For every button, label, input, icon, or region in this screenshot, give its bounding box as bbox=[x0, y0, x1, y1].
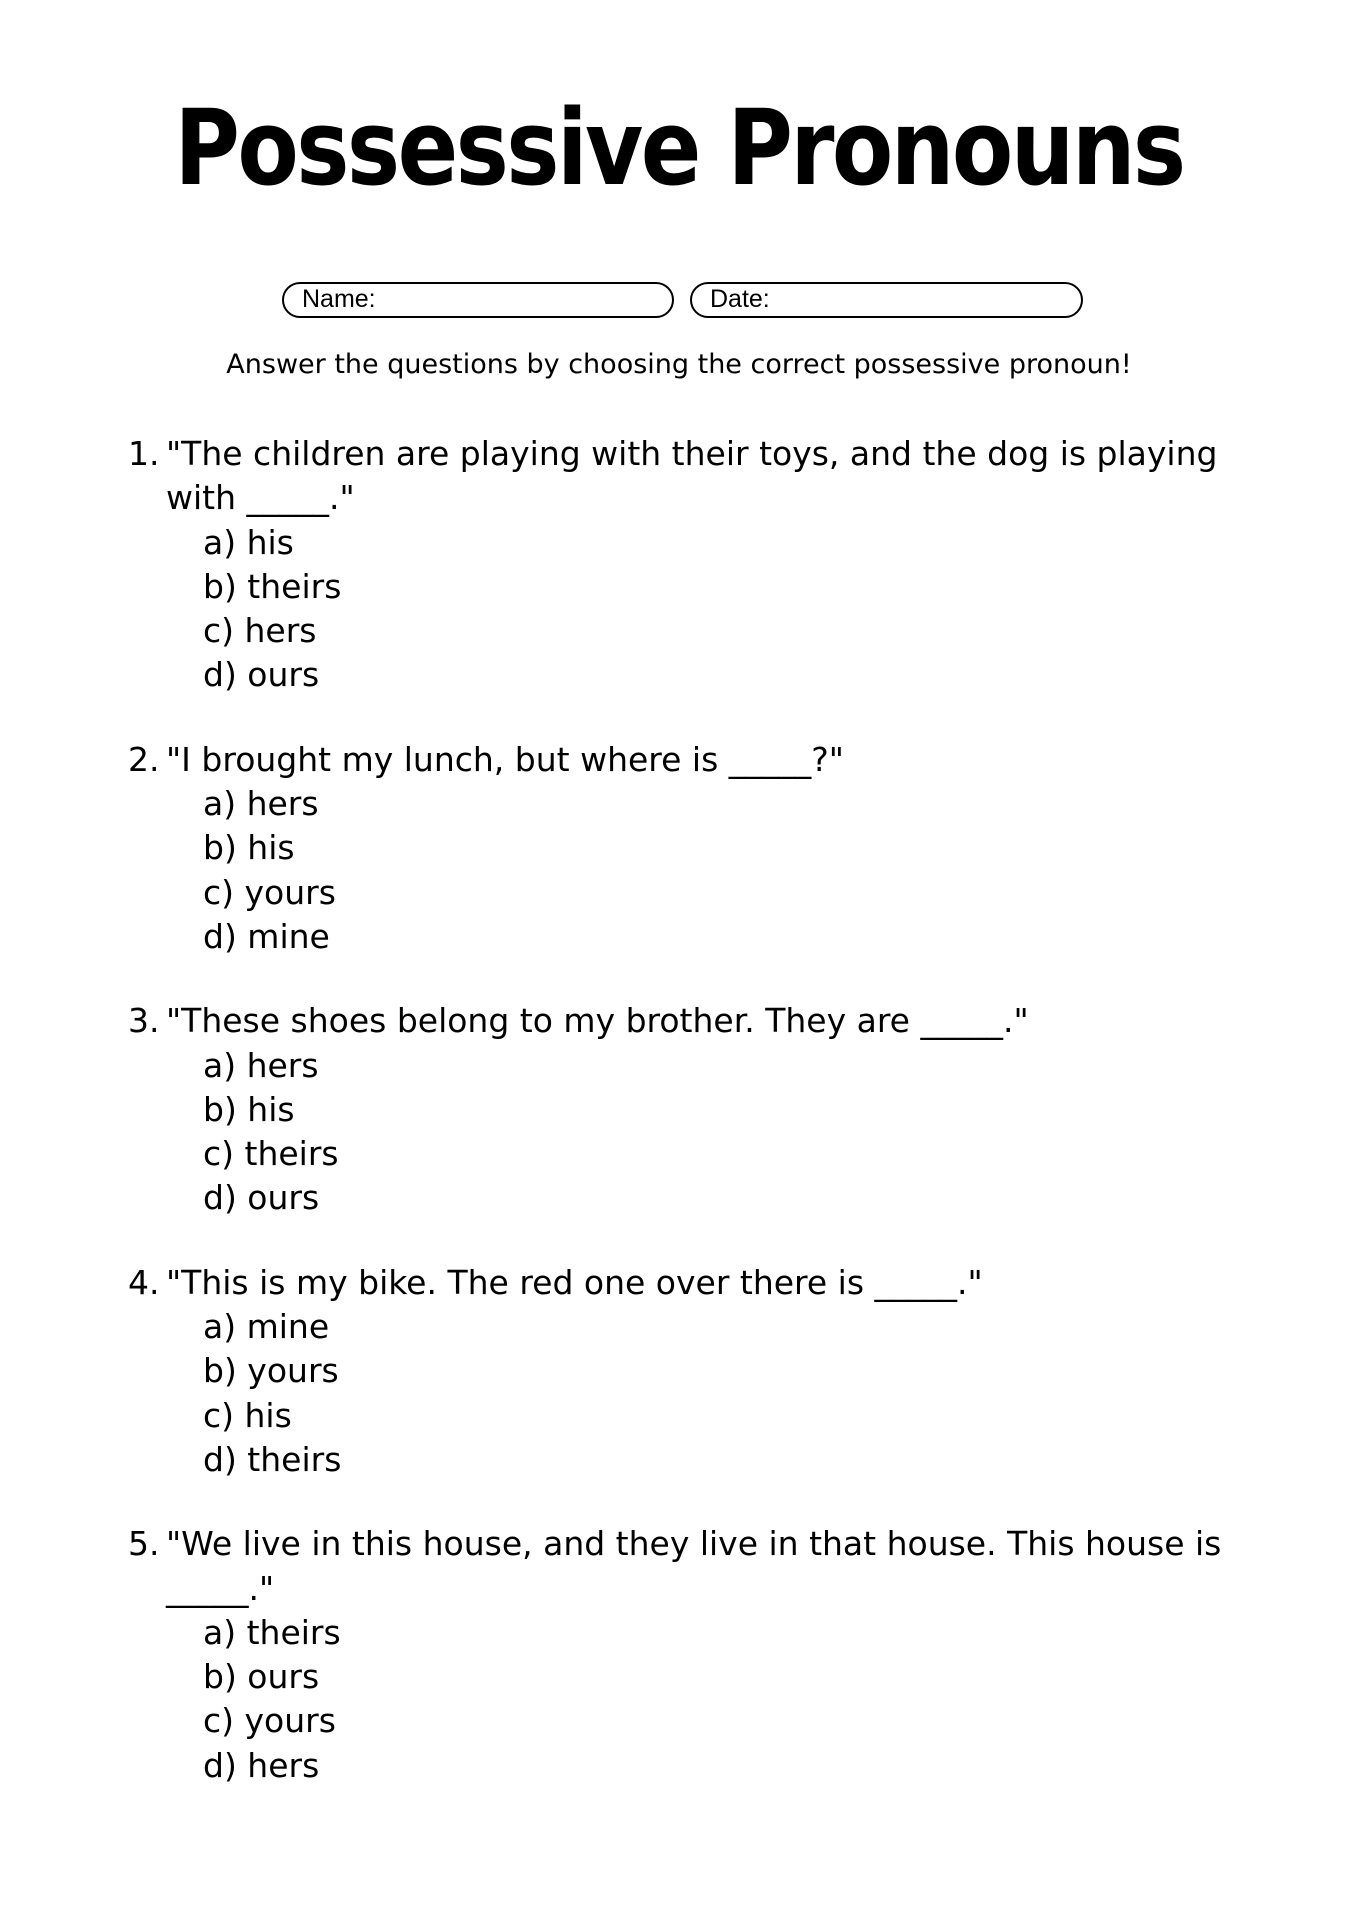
question-text bbox=[128, 1261, 1268, 1305]
option-d[interactable]: d) theirs bbox=[203, 1439, 342, 1479]
option-a[interactable]: a) hers bbox=[203, 784, 319, 824]
option-d[interactable]: d) ours bbox=[203, 1178, 320, 1218]
question-number: 4. bbox=[128, 1262, 160, 1302]
question-text bbox=[128, 432, 1268, 521]
instructions: Answer the questions by choosing the correct possessive pronoun! bbox=[226, 349, 1132, 380]
question-text bbox=[128, 738, 1268, 782]
option-a[interactable]: a) his bbox=[203, 522, 294, 562]
question-prompt: "This is my bike. The red one over there is _____." bbox=[166, 1262, 983, 1302]
option-d[interactable]: d) hers bbox=[203, 1745, 320, 1785]
question-4 bbox=[128, 1261, 1268, 1482]
question-number: 3. bbox=[128, 1001, 160, 1041]
date-field[interactable] bbox=[690, 282, 1083, 318]
answer-options bbox=[128, 1611, 1268, 1788]
option-c[interactable]: c) hers bbox=[203, 611, 317, 651]
name-input[interactable] bbox=[382, 286, 642, 314]
question-text bbox=[128, 999, 1268, 1043]
question-prompt: "I brought my lunch, but where is _____?" bbox=[166, 739, 844, 779]
date-input[interactable] bbox=[776, 286, 1036, 314]
question-text bbox=[128, 1522, 1268, 1611]
question-5 bbox=[128, 1522, 1268, 1788]
option-b[interactable]: b) his bbox=[203, 828, 295, 868]
question-number: 2. bbox=[128, 739, 160, 779]
option-b[interactable]: b) ours bbox=[203, 1657, 320, 1697]
option-c[interactable]: c) yours bbox=[203, 1701, 336, 1741]
answer-options bbox=[128, 1044, 1268, 1221]
question-2 bbox=[128, 738, 1268, 959]
page-title: Possessive Pronouns bbox=[174, 87, 1184, 209]
option-c[interactable]: c) theirs bbox=[203, 1134, 339, 1174]
answer-options bbox=[128, 1305, 1268, 1482]
question-3 bbox=[128, 999, 1268, 1220]
question-prompt: "We live in this house, and they live in that house. This house is _____." bbox=[166, 1524, 1222, 1608]
name-label: Name: bbox=[302, 285, 376, 313]
question-1 bbox=[128, 432, 1268, 698]
answer-options bbox=[128, 782, 1268, 959]
question-number: 1. bbox=[128, 434, 160, 473]
question-number: 5. bbox=[128, 1524, 160, 1564]
answer-options bbox=[128, 521, 1268, 698]
option-a[interactable]: a) theirs bbox=[203, 1612, 341, 1652]
question-prompt: "These shoes belong to my brother. They are _____." bbox=[166, 1001, 1029, 1041]
option-c[interactable]: c) his bbox=[203, 1395, 292, 1435]
question-prompt: "The children are playing with their toys, and the dog is playing with _____." bbox=[166, 434, 1218, 518]
name-field[interactable] bbox=[282, 282, 674, 318]
option-a[interactable]: a) mine bbox=[203, 1307, 330, 1347]
option-d[interactable]: d) ours bbox=[203, 655, 320, 695]
option-b[interactable]: b) yours bbox=[203, 1351, 339, 1391]
date-label: Date: bbox=[710, 285, 770, 313]
option-c[interactable]: c) yours bbox=[203, 872, 336, 912]
question-list bbox=[128, 432, 1268, 1828]
option-d[interactable]: d) mine bbox=[203, 916, 330, 956]
option-b[interactable]: b) his bbox=[203, 1089, 295, 1129]
option-b[interactable]: b) theirs bbox=[203, 566, 342, 606]
option-a[interactable]: a) hers bbox=[203, 1045, 319, 1085]
